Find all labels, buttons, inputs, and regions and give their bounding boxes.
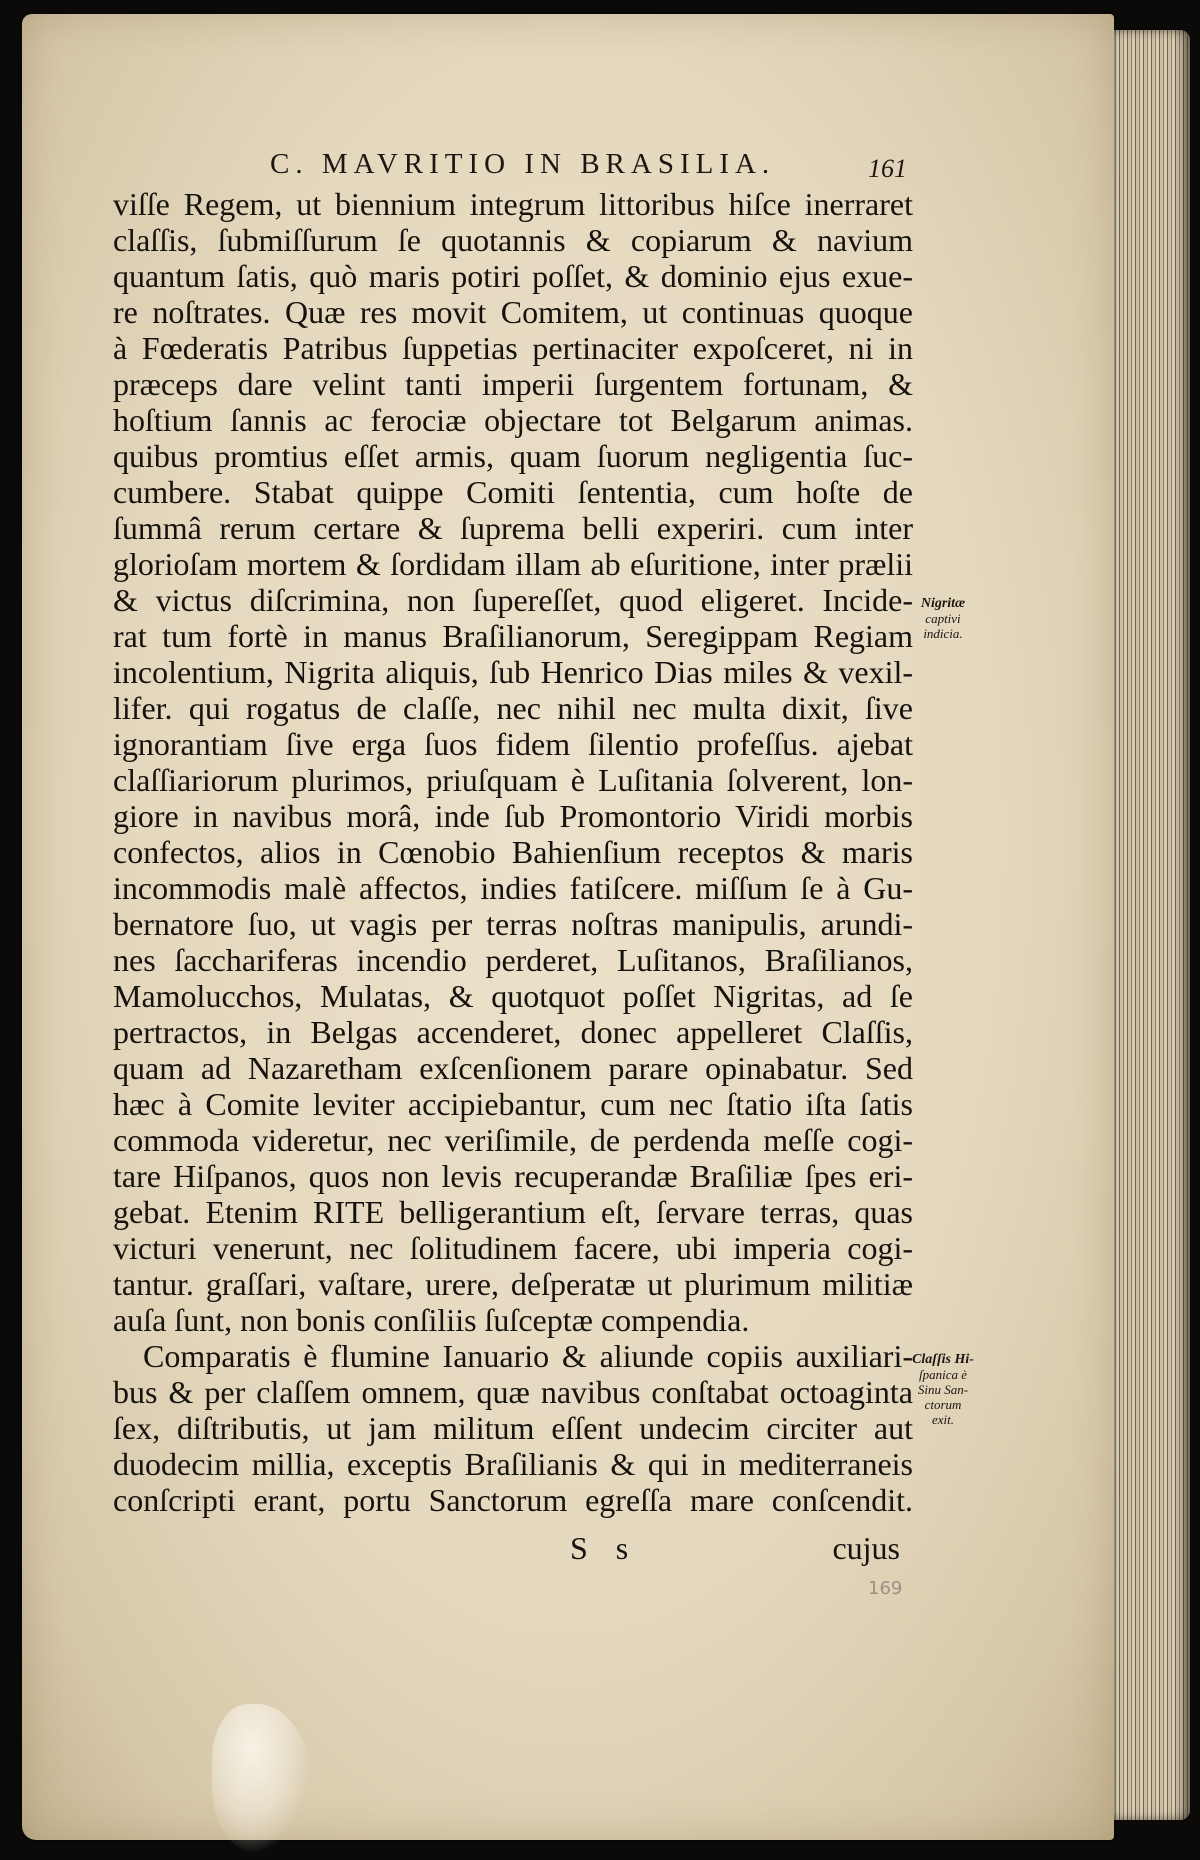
- signature-mark: S s: [570, 1530, 639, 1566]
- text-line: viſſe Regem, ut biennium integrum littoribus hiſce inerraret: [113, 186, 913, 222]
- text-line: confectos, alios in Cœnobio Bahienſium receptos & maris: [113, 834, 913, 870]
- text-line: incommodis malè affectos, indies fatiſcere. miſſum ſe à Gu-: [113, 870, 913, 906]
- text-line: claſſis, ſubmiſſurum ſe quotannis & copiarum & navium: [113, 222, 913, 258]
- text-line: quibus promtius eſſet armis, quam ſuorum negligentia ſuc-: [113, 438, 913, 474]
- text-line: re noſtrates. Quæ res movit Comitem, ut continuas quoque: [113, 294, 913, 330]
- marginal-note-line: indicia.: [923, 626, 963, 641]
- page-stain: [212, 1704, 312, 1854]
- text-line: à Fœderatis Patribus ſuppetias pertinaciter expoſceret, ni in: [113, 330, 913, 366]
- text-line: lifer. qui rogatus de claſſe, nec nihil nec multa dixit, ſive: [113, 690, 913, 726]
- text-line: hæc à Comite leviter accipiebantur, cum nec ſtatio iſta ſatis: [113, 1086, 913, 1122]
- text-line: claſſiariorum plurimos, priuſquam è Luſitania ſolverent, lon-: [113, 762, 913, 798]
- text-line: bernatore ſuo, ut vagis per terras noſtras manipulis, arundi-: [113, 906, 913, 942]
- marginal-note-line: Nigritæ: [920, 596, 966, 611]
- paragraph-2-line: Comparatis è flumine Ianuario & aliunde copiis auxiliari-: [143, 1338, 913, 1374]
- marginal-note-nigritae: [908, 596, 978, 641]
- body-text: [113, 186, 913, 1518]
- signature-line: [570, 1530, 900, 1570]
- text-line: quantum ſatis, quò maris potiri poſſet, & dominio ejus exue-: [113, 258, 913, 294]
- text-line: præceps dare velint tanti imperii ſurgentem fortunam, &: [113, 366, 913, 402]
- marginal-note-line: Sinu San-: [917, 1382, 969, 1397]
- marginal-note-line: captivi: [925, 611, 961, 626]
- marginal-note-classis: [908, 1352, 978, 1427]
- text-line: commoda videretur, nec veriſimile, de perdenda meſſe cogi-: [113, 1122, 913, 1158]
- text-line: giore in navibus morâ, inde ſub Promontorio Viridi morbis: [113, 798, 913, 834]
- marginal-note-line: ctorum: [924, 1397, 962, 1412]
- text-line: auſa ſunt, non bonis conſiliis ſuſceptæ compendia.: [113, 1302, 750, 1338]
- catchword: cujus: [832, 1530, 900, 1566]
- text-line: tare Hiſpanos, quos non levis recuperandæ Braſiliæ ſpes eri-: [113, 1158, 913, 1194]
- paragraph-2-line: conſcripti erant, portu Sanctorum egreſſa mare conſcendit.: [113, 1482, 913, 1518]
- text-line: victuri venerunt, nec ſolitudinem facere, ubi imperia cogi-: [113, 1230, 913, 1266]
- pencil-folio-number: 169: [868, 1578, 903, 1599]
- marginal-note-line: ſpanica è: [918, 1367, 967, 1382]
- text-line: nes ſacchariferas incendio perderet, Luſitanos, Braſilianos,: [113, 942, 913, 978]
- text-line: rat tum fortè in manus Braſilianorum, Seregippam Regiam: [113, 618, 913, 654]
- text-line: & victus diſcrimina, non ſupereſſet, quod eligeret. Incide-: [113, 582, 913, 618]
- text-line: tantur. graſſari, vaſtare, urere, deſperatæ ut plurimum militiæ: [113, 1266, 913, 1302]
- text-line: glorioſam mortem & ſordidam illam ab eſuritione, inter prælii: [113, 546, 913, 582]
- paragraph-2-line: duodecim millia, exceptis Braſilianis & qui in mediterraneis: [113, 1446, 913, 1482]
- marginal-note-line: exit.: [931, 1412, 954, 1427]
- running-head: C. MAVRITIO IN BRASILIA.: [270, 148, 776, 180]
- text-line: ignorantiam ſive erga ſuos fidem ſilentio profeſſus. ajebat: [113, 726, 913, 762]
- text-line: incolentium, Nigrita aliquis, ſub Henrico Dias miles & vexil-: [113, 654, 913, 690]
- text-line: gebat. Etenim RITE belligerantium eſt, ſervare terras, quas: [113, 1194, 913, 1230]
- marginal-note-line: Claſſis Hi-: [912, 1352, 974, 1367]
- text-line: ſummâ rerum certare & ſuprema belli experiri. cum inter: [113, 510, 913, 546]
- text-line: pertractos, in Belgas accenderet, donec appelleret Claſſis,: [113, 1014, 913, 1050]
- paragraph-2-line: ſex, diſtributis, ut jam militum eſſent undecim circiter aut: [113, 1410, 913, 1446]
- text-line: Mamolucchos, Mulatas, & quotquot poſſet Nigritas, ad ſe: [113, 978, 913, 1014]
- text-line: hoſtium ſannis ac ferociæ objectare tot Belgarum animas.: [113, 402, 913, 438]
- page-number: 161: [868, 154, 907, 183]
- paragraph-2-line: bus & per claſſem omnem, quæ navibus conſtabat octoaginta: [113, 1374, 913, 1410]
- text-line: cumbere. Stabat quippe Comiti ſententia, cum hoſte de: [113, 474, 913, 510]
- text-line: quam ad Nazaretham exſcenſionem parare opinabatur. Sed: [113, 1050, 913, 1086]
